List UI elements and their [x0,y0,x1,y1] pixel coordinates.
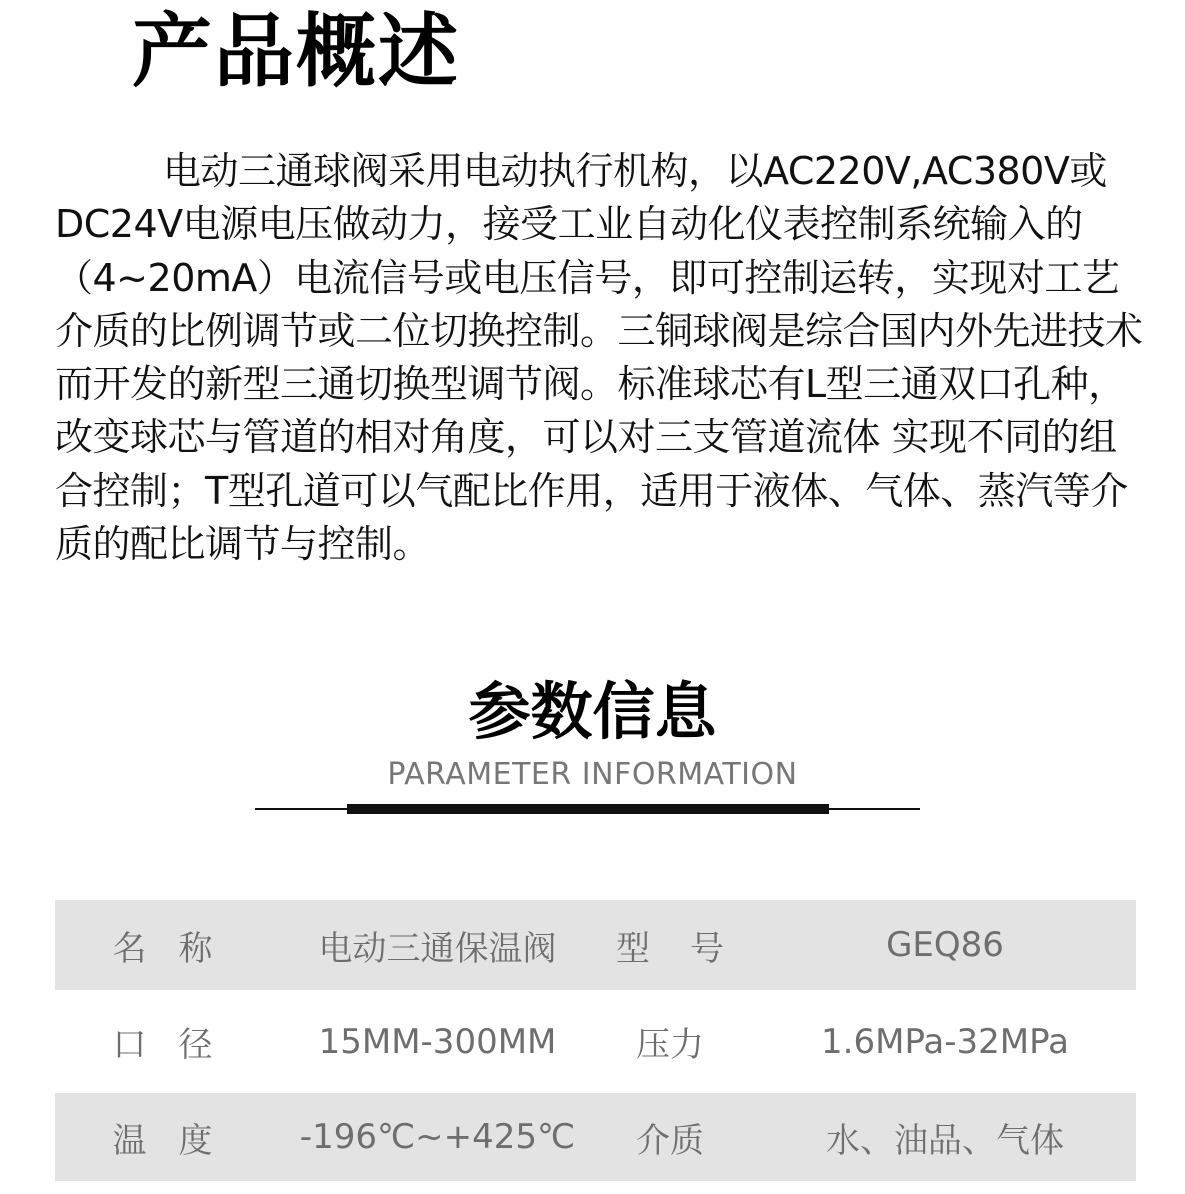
heading-divider-thick [347,804,829,814]
row-label-name: 名称 [112,928,245,969]
row-label-medium: 介质 [636,1120,704,1161]
table-row [55,900,1136,990]
params-heading: 参数信息 [468,675,717,748]
overview-paragraph: 电动三通球阀采用电动执行机构，以AC220V,AC380V或DC24V电源电压做动力，接受工业自动化仪表控制系统输入的（4~20mA）电流信号或电压信号，即可控制运转，实现对工艺介质的比例调节或二位切换控制。三铜球阀是综合国内外先进技术而开发的新型三通切换型调节阀。标准球芯有L型三通双口孔种，改变球芯与管道的相对角度，可以对三支管道流体 实现不同的组合控制；T型孔道可以气配比作用，适用于液体、气体、蒸汽等介质的配比调节与控制。 [55,149,1143,567]
row-value-medium: 水、油品、气体 [826,1120,1064,1161]
row-label-pressure: 压力 [636,1025,704,1065]
row-value-diameter: 15MM-300MM [318,1021,557,1062]
row-label-temperature: 温度 [112,1120,245,1161]
params-subheading: PARAMETER INFORMATION [387,757,798,792]
row-label-model: 型号 [616,928,764,969]
table-row [55,990,1136,1093]
overview-title: 产品概述 [132,5,460,98]
parameter-table [55,900,1136,1181]
table-row [55,1093,1136,1181]
row-value-pressure: 1.6MPa-32MPa [821,1021,1069,1062]
row-value-temperature: -196℃~+425℃ [299,1117,576,1157]
row-value-model: GEQ86 [886,925,1004,965]
row-value-name: 电动三通保温阀 [318,928,557,969]
row-label-diameter: 口径 [112,1025,245,1065]
